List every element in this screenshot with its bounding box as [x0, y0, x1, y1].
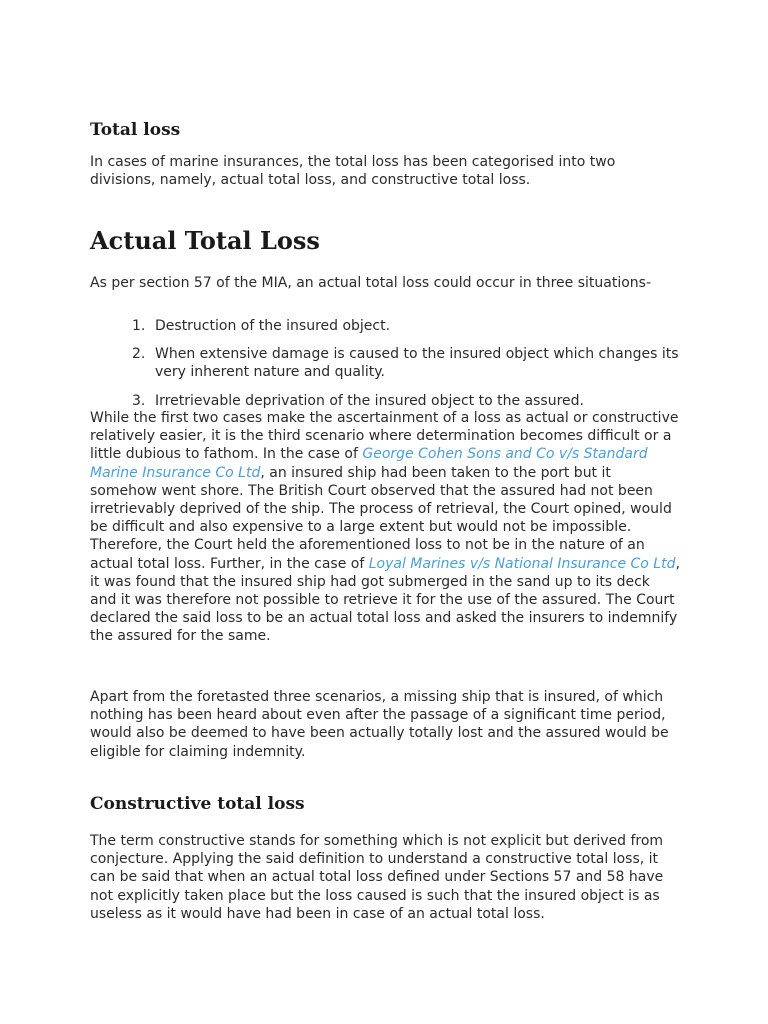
list-item-text: Irretrievable deprivation of the insured object to the assured.: [155, 392, 584, 409]
list-item: [90, 392, 680, 410]
list-item-number: 2.: [132, 346, 146, 363]
list-item-number: 3.: [132, 392, 146, 409]
actual-total-loss-lead: As per section 57 of the MIA, an actual total loss could occur in three situations-: [90, 275, 652, 291]
list-item-number: 1.: [132, 318, 146, 334]
actual-total-loss-heading: Actual Total Loss: [90, 226, 320, 255]
body-text: While the first two cases make the ascertainment of a loss as actual or constructive relatively easier, it is the third scenario where determination becomes difficult or a little dubious to fathom. In the case of: [90, 410, 679, 463]
list-item: [90, 317, 680, 335]
total-loss-intro: In cases of marine insurances, the total loss has been categorised into two divisions, namely, actual total loss, and constructive total loss.: [90, 154, 616, 189]
list-item-text: Destruction of the insured object.: [155, 318, 391, 334]
actual-total-loss-body: [90, 409, 680, 646]
missing-ship-paragraph: Apart from the foretasted three scenarios, a missing ship that is insured, of which nothing has been heard about even after the passage of a significant time period, would also be deemed to have been actually totally lost and the assured would be eligible for claiming indemnity.: [90, 689, 669, 760]
body-text: , an insured ship had been taken to the port but it somehow went shore. The British Court observed that the assured had not been irretrievably deprived of the ship. The process of retrieval, the Court opined, would be difficult and also expensive to a large extent but would not be impossible. Therefore, the Court held the aforementioned loss to not be in the nature of an actual total loss. Further, in the case of: [90, 464, 672, 572]
constructive-total-loss-heading: Constructive total loss: [90, 794, 305, 814]
case-link-loyal-marines[interactable]: Loyal Marines v/s National Insurance Co Ltd: [368, 555, 676, 572]
case-link-george-cohen[interactable]: George Cohen Sons and Co v/s Standard Marine Insurance Co Ltd: [90, 446, 648, 481]
total-loss-heading: Total loss: [90, 120, 181, 140]
list-item-text: When extensive damage is caused to the insured object which changes its very inherent nature and quality.: [155, 346, 679, 381]
body-text: , it was found that the insured ship had got submerged in the sand up to its deck and it was therefore not possible to retrieve it for the use of the assured. The Court declared the said loss to be an actual total loss and asked the insurers to indemnify the assured for the same.: [90, 555, 680, 645]
constructive-total-loss-body: The term constructive stands for something which is not explicit but derived from conjecture. Applying the said definition to understand a constructive total loss, it can be said that when an actual total loss defined under Sections 57 and 58 have not explicitly taken place but the loss caused is such that the insured object is as useless as it would have had been in case of an actual total loss.: [90, 833, 664, 922]
list-item: [90, 345, 680, 381]
situations-list: [90, 317, 680, 410]
